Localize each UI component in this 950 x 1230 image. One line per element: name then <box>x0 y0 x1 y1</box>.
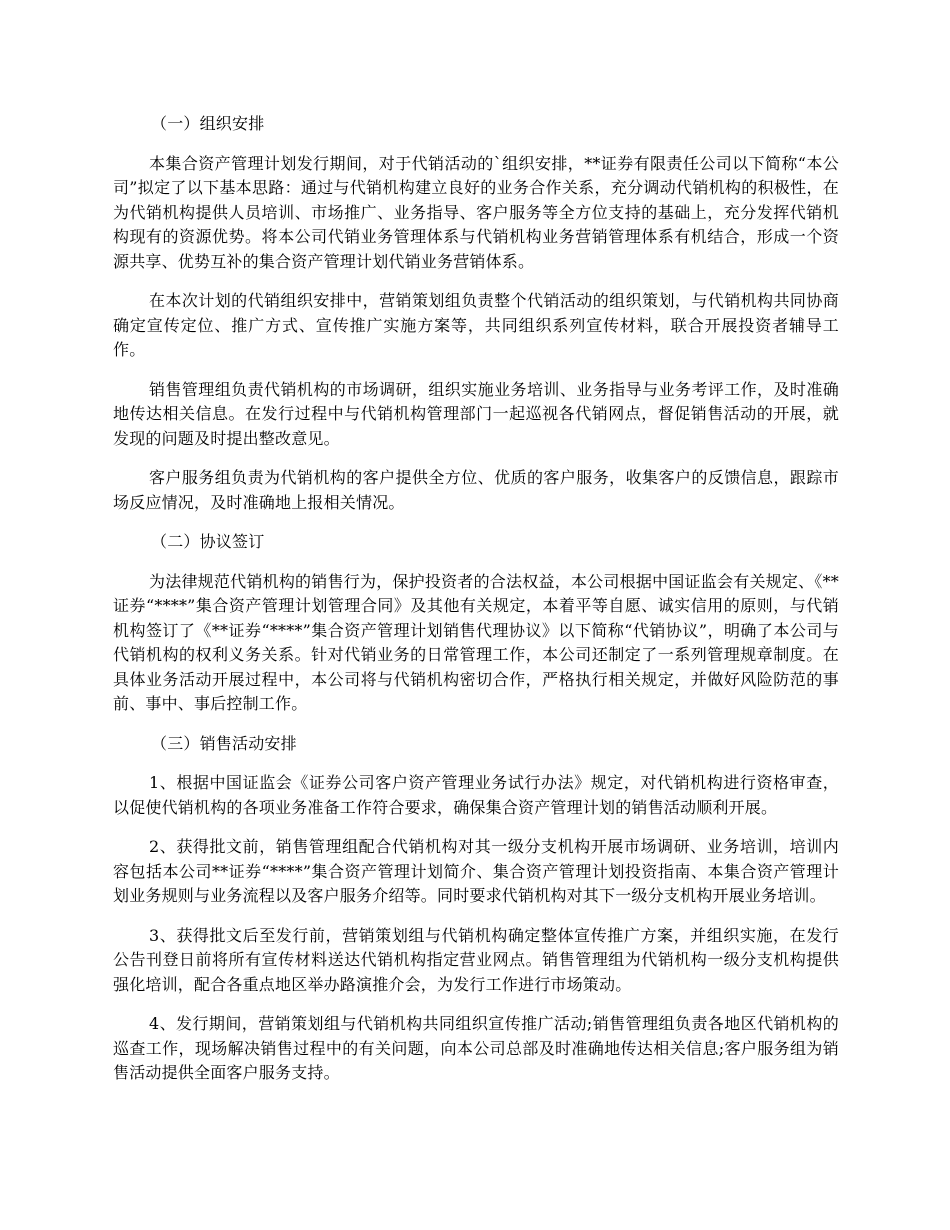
paragraph-item-3: 3、获得批文后至发行前，营销策划组与代销机构确定整体宣传推广方案，并组织实施，在发行公告刊登日前将所有宣传材料送达代销机构指定营业网点。销售管理组为代销机构一级分支机构提供强化培训，配合各重点地区举办路演推介会，为发行工作进行市场策动。 <box>113 925 839 994</box>
section-heading-organization: （一）组织安排 <box>151 114 265 133</box>
paragraph-sales-management-group: 销售管理组负责代销机构的市场调研，组织实施业务培训、业务指导与业务考评工作，及时准确地传达相关信息。在发行过程中与代销机构管理部门一起巡视各代销网点，督促销售活动的开展，就发现的问题及时提出整改意见。 <box>113 379 839 448</box>
paragraph-marketing-planning-group: 在本次计划的代销组织安排中，营销策划组负责整个代销活动的组织策划，与代销机构共同协商确定宣传定位、推广方式、宣传推广实施方案等，共同组织系列宣传材料，联合开展投资者辅导工作。 <box>113 291 839 359</box>
paragraph-item-1: 1、根据中国证监会《证券公司客户资产管理业务试行办法》规定，对代销机构进行资格审查，以促使代销机构的各项业务准备工作符合要求，确保集合资产管理计划的销售活动顺利开展。 <box>113 773 839 817</box>
section-heading-agreement: （二）协议签订 <box>151 532 265 551</box>
document-page <box>113 112 839 1101</box>
paragraph-agreement-signing: 为法律规范代销机构的销售行为，保护投资者的合法权益，本公司根据中国证监会有关规定、《**证券“****”集合资产管理计划管理合同》及其他有关规定，本着平等自愿、诚实信用的原则，与代销机构签订了《**证券“****”集合资产管理计划销售代理协议》以下简称“代销协议”，明确了本公司与代销机构的权利义务关系。针对代销业务的日常管理工作，本公司还制定了一系列管理规章制度。在具体业务活动开展过程中，本公司将与代销机构密切合作，严格执行相关规定，并做好风险防范的事前、事中、事后控制工作。 <box>113 571 839 713</box>
paragraph-basic-approach: 本集合资产管理计划发行期间，对于代销活动的`组织安排，**证券有限责任公司以下简称“本公司”拟定了以下基本思路：通过与代销机构建立良好的业务合作关系，充分调动代销机构的积极性，在为代销机构提供人员培训、市场推广、业务指导、客户服务等全方位支持的基础上，充分发挥代销机构现有的资源优势。将本公司代销业务管理体系与代销机构业务营销管理体系有机结合，形成一个资源共享、优势互补的集合资产管理计划代销业务营销体系。 <box>113 153 839 271</box>
paragraph-customer-service-group: 客户服务组负责为代销机构的客户提供全方位、优质的客户服务，收集客户的反馈信息，跟踪市场反应情况，及时准确地上报相关情况。 <box>113 468 839 512</box>
paragraph-item-4: 4、发行期间，营销策划组与代销机构共同组织宣传推广活动;销售管理组负责各地区代销机构的巡查工作，现场解决销售过程中的有关问题，向本公司总部及时准确地传达相关信息;客户服务组为销售活动提供全面客户服务支持。 <box>113 1014 839 1082</box>
paragraph-item-2: 2、获得批文前，销售管理组配合代销机构对其一级分支机构开展市场调研、业务培训，培训内容包括本公司**证券“****”集合资产管理计划简介、集合资产管理计划投资指南、本集合资产管理计划业务规则与业务流程以及客户服务介绍等。同时要求代销机构对其下一级分支机构开展业务培训。 <box>113 837 839 905</box>
section-heading-sales-activities: （三）销售活动安排 <box>151 733 297 753</box>
